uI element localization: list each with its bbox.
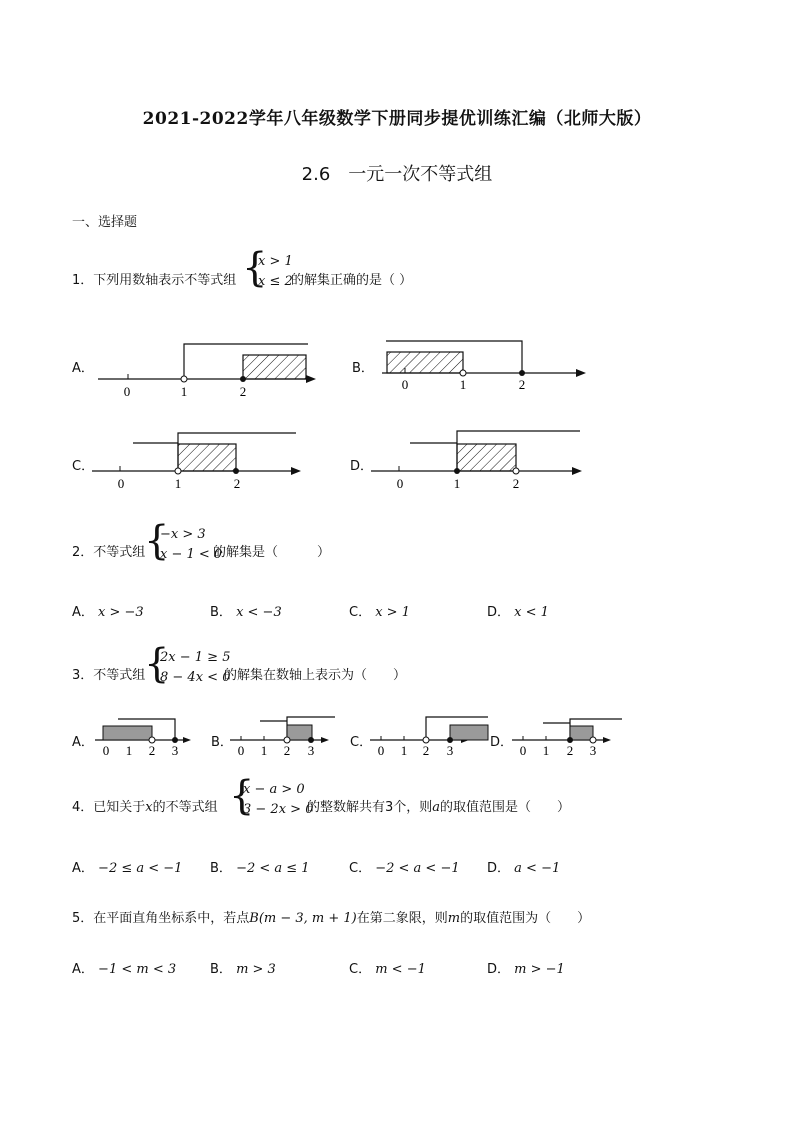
q3-option-c-label: C． xyxy=(350,735,373,750)
q1a-tick-2: 2 xyxy=(239,384,247,399)
q2-stem-pre: 2．不等式组 xyxy=(72,545,146,560)
q3c-tick-0: 0 xyxy=(377,743,385,758)
q2-brace: { xyxy=(144,518,170,564)
q3b-tick-1: 1 xyxy=(260,743,268,758)
q3-figure-b[interactable] xyxy=(230,717,335,758)
q5-option-d[interactable]: D． m > −1 xyxy=(487,962,565,977)
q1-figure-d[interactable] xyxy=(371,431,582,491)
q3-option-b-label: B． xyxy=(211,735,233,750)
section-heading: 一、选择题 xyxy=(72,215,138,230)
q1-brace: { xyxy=(242,245,268,291)
q3-brace: { xyxy=(144,641,170,687)
q1-option-d-label: D． xyxy=(350,459,374,474)
q1a-tick-0: 0 xyxy=(123,384,131,399)
q4-ineq-2: 3 − 2x > 0 xyxy=(243,802,314,817)
q3-ineq-1: 2x − 1 ≥ 5 xyxy=(160,650,231,665)
q3d-tick-1: 1 xyxy=(542,743,550,758)
q2-stem-post: 的解集是（ ） xyxy=(213,545,331,560)
q3a-tick-0: 0 xyxy=(102,743,110,758)
q3-option-d-label: D． xyxy=(490,735,514,750)
q1b-tick-2: 2 xyxy=(518,377,526,392)
q1-ineq-1: x > 1 xyxy=(258,254,293,269)
q2-option-c[interactable]: C． x > 1 xyxy=(349,605,410,620)
q3d-tick-0: 0 xyxy=(519,743,527,758)
q2-option-b[interactable]: B． x < −3 xyxy=(210,605,282,620)
q1-stem-pre: 1．下列用数轴表示不等式组 xyxy=(72,273,237,288)
q4-option-c[interactable]: C． −2 < a < −1 xyxy=(349,861,460,876)
q1d-tick-2: 2 xyxy=(512,476,520,491)
q5-option-c[interactable]: C． m < −1 xyxy=(349,962,426,977)
section-subtitle: 2.6 一元一次不等式组 xyxy=(301,164,493,185)
q1c-tick-2: 2 xyxy=(233,476,241,491)
q1b-tick-0: 0 xyxy=(401,377,409,392)
q1-option-b-label: B． xyxy=(352,361,374,376)
q3-ineq-2: 8 − 4x < 0 xyxy=(160,670,231,685)
q5-option-a[interactable]: A． −1 < m < 3 xyxy=(72,962,177,977)
q1-ineq-2: x ≤ 2 xyxy=(258,274,293,289)
q1-figure-c[interactable] xyxy=(92,433,301,491)
q1a-tick-1: 1 xyxy=(180,384,188,399)
q4-system xyxy=(243,780,313,820)
q3c-tick-2: 2 xyxy=(422,743,430,758)
q4-option-b[interactable]: B． −2 < a ≤ 1 xyxy=(210,861,310,876)
q2-option-a[interactable]: A． x > −3 xyxy=(72,605,144,620)
q3c-tick-1: 1 xyxy=(400,743,408,758)
q1-figure-b[interactable] xyxy=(382,341,586,392)
q5-stem: 5．在平面直角坐标系中，若点B(m − 3, m + 1)在第二象限，则m的取值范围为（ ） xyxy=(72,911,591,926)
q3-stem-pre: 3．不等式组 xyxy=(72,668,146,683)
q3b-tick-2: 2 xyxy=(283,743,291,758)
q5-option-b[interactable]: B． m > 3 xyxy=(210,962,276,977)
q4-ineq-1: x − a > 0 xyxy=(243,782,305,797)
q4-option-d[interactable]: D． a < −1 xyxy=(487,861,561,876)
q3-figure-c[interactable] xyxy=(370,717,488,758)
q3a-tick-2: 2 xyxy=(148,743,156,758)
q3-figure-d[interactable] xyxy=(512,719,622,758)
q1-figure-a[interactable] xyxy=(98,344,316,399)
q3d-tick-3: 3 xyxy=(589,743,597,758)
q3-stem-post: 的解集在数轴上表示为（ ） xyxy=(224,668,407,683)
q1c-tick-0: 0 xyxy=(117,476,125,491)
q4-option-a[interactable]: A． −2 ≤ a < −1 xyxy=(72,861,183,876)
q1b-tick-1: 1 xyxy=(459,377,467,392)
q2-ineq-2: x − 1 < 0 xyxy=(160,547,223,562)
q4-stem-post: 的整数解共有3个，则a的取值范围是（ ） xyxy=(307,800,571,815)
q1-option-c-label: C． xyxy=(72,459,95,474)
q3a-tick-1: 1 xyxy=(125,743,133,758)
q3b-tick-0: 0 xyxy=(237,743,245,758)
q3-figure-a[interactable] xyxy=(95,719,191,758)
q1d-tick-0: 0 xyxy=(396,476,404,491)
q1-option-a-label: A． xyxy=(72,361,94,376)
q3b-tick-3: 3 xyxy=(307,743,315,758)
q2-ineq-1: −x > 3 xyxy=(160,527,206,542)
q4-brace: { xyxy=(229,773,255,819)
q4-stem: 4．已知关于x的不等式组 xyxy=(72,800,218,815)
q3-option-a-label: A． xyxy=(72,735,94,750)
q3c-tick-3: 3 xyxy=(446,743,454,758)
q3-system xyxy=(160,648,230,688)
q2-option-d[interactable]: D． x < 1 xyxy=(487,605,549,620)
document-title: 2021-2022学年八年级数学下册同步提优训练汇编（北师大版） xyxy=(142,109,652,129)
q1-stem-post: 的解集正确的是（ ） xyxy=(291,273,413,288)
q1d-tick-1: 1 xyxy=(453,476,461,491)
q1c-tick-1: 1 xyxy=(174,476,182,491)
q3d-tick-2: 2 xyxy=(566,743,574,758)
q3a-tick-3: 3 xyxy=(171,743,179,758)
